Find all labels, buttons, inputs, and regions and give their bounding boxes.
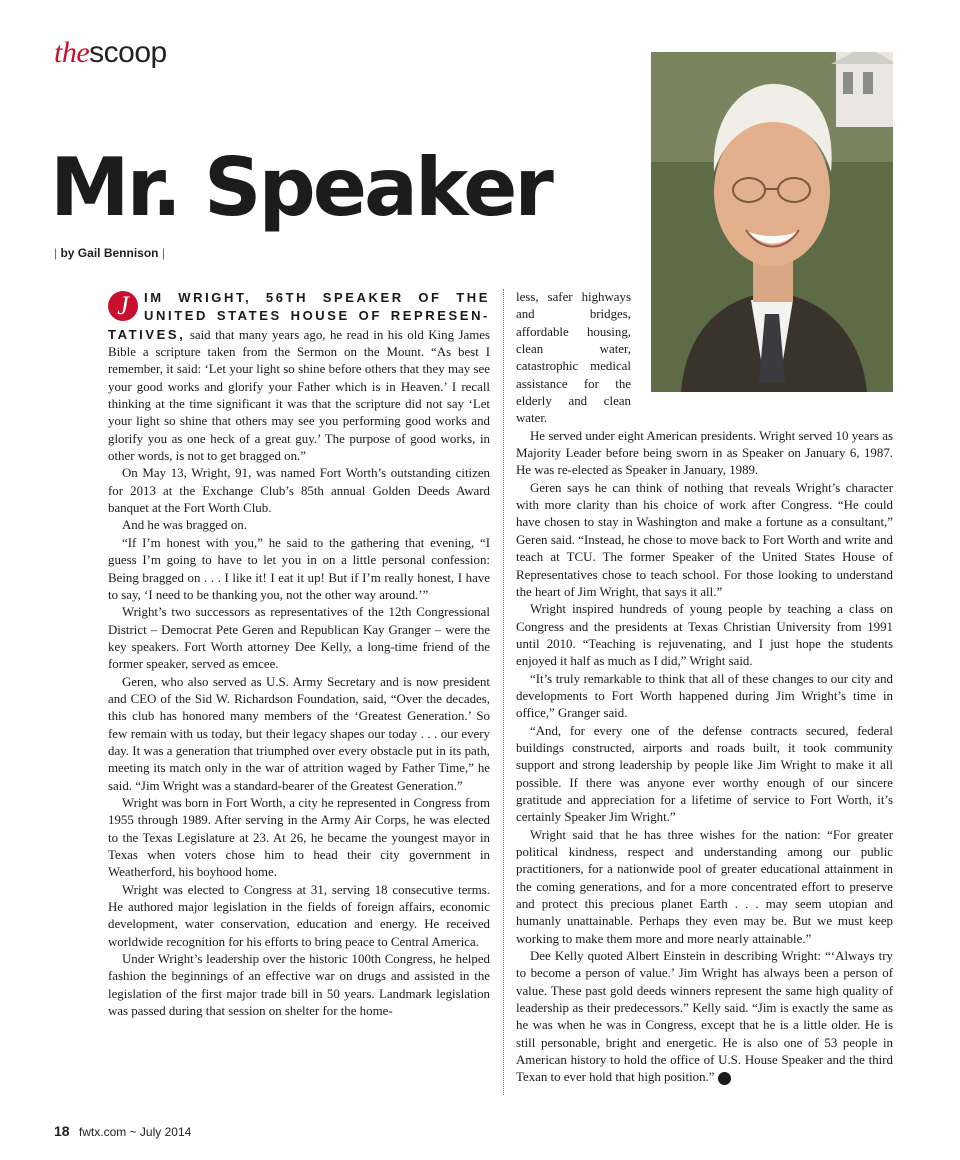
article-column-2 bbox=[516, 289, 893, 1087]
paragraph: Wright was elected to Congress at 31, serving 18 consecutive terms. He authored major legislation in the fields of foreign affairs, economic development, water conservation, education and energy. He received worldwide recognition for his efforts to bring peace to Central America. bbox=[108, 882, 490, 949]
paragraph-continued: less, safer highways and bridges, affordable housing, clean water, catastrophic medical assistance for the elderly and clean water. bbox=[516, 290, 631, 426]
paragraph: On May 13, Wright, 91, was named Fort Worth’s outstanding citizen for 2013 at the Exchange Club’s 85th annual Golden Deeds Award banquet at the Fort Worth Club. bbox=[108, 466, 490, 516]
paragraph: And he was bragged on. bbox=[122, 518, 247, 533]
page-footer bbox=[54, 1123, 191, 1139]
headline: Mr. Speaker bbox=[50, 141, 551, 234]
final-paragraph-text: Dee Kelly quoted Albert Einstein in describing Wright: “‘Always try to become a person of value.’ Jim Wright has always been a person of value. These past gold deeds winners represent the same high quality of leadership as their predecessors.” Kelly said. “Jim is exactly the same as he was when he was in Congress, except that he is a little older. He is still personable, bright and energetic. He is also one of 53 people in American history to hold the office of U.S. House Speaker and the third Texan to ever hold that high position.” bbox=[516, 949, 893, 1085]
byline bbox=[54, 246, 165, 260]
paragraph: “And, for every one of the defense contracts secured, federal buildings constructed, airports and roads built, it took community support and strong leadership by people like Jim Wright to make it all possible. If there was anyone ever worthy enough of our sincere gratitude and appreciation for a lifetime of service to Fort Worth, it’s certainly Speaker Jim Wright.” bbox=[516, 723, 893, 825]
end-mark-icon: fw bbox=[718, 1072, 731, 1085]
paragraph: He served under eight American presidents. Wright served 10 years as Majority Leader before being sworn in as Speaker on January 6, 1987. He was re-elected as Speaker in January, 1989. bbox=[516, 428, 893, 478]
page-number: 18 bbox=[54, 1123, 70, 1139]
paragraph: Wright was born in Fort Worth, a city he represented in Congress from 1955 through 1989. After serving in the Army Air Corps, he was elected to the Texas Legislature at 23. At 26, he became the youngest mayor in Texas when voters chose him to head their city government in Weatherford, his boyhood home. bbox=[108, 795, 490, 880]
lead-caps: IM WRIGHT, 56TH SPEAKER OF THE UNITED STATES HOUSE OF REPRESEN-TATIVES, bbox=[108, 290, 490, 342]
section-label-scoop: scoop bbox=[89, 36, 167, 69]
section-label-the: the bbox=[54, 36, 90, 69]
paragraph: “It’s truly remarkable to think that all of these changes to our city and developments to Fort Worth happened during Jim Wright’s time in office,” Granger said. bbox=[516, 671, 893, 721]
paragraph: Geren, who also served as U.S. Army Secretary and is now president and CEO of the Sid W. Richardson Foundation, said, “Over the decades, this club has honored many members of the ‘Greatest Generation.’ So few remain with us today, but their legacy shapes our today . . . our every day. It was a generation that triumphed over every obstacle put in its path, meeting its match only in the war of attrition waged by Father Time,” he said. “Jim Wright was a standard-bearer of the Greatest Generation.” bbox=[108, 674, 490, 793]
article-column-1 bbox=[108, 289, 490, 1020]
byline-sep-right: | bbox=[161, 246, 165, 260]
byline-sep-left: | bbox=[54, 246, 58, 260]
paragraph: Under Wright’s leadership over the historic 100th Congress, he helped fashion the beginnings of an effective war on drugs and assisted in the legislation of the first major trade bill in 50 years. Landmark legislation was passed during that session on shelter for the home- bbox=[108, 952, 490, 1019]
column-divider bbox=[503, 289, 504, 1095]
drop-cap: J bbox=[108, 291, 138, 321]
lead-text: said that many years ago, he read in his old King James Bible a scripture taken from the Sermon on the Mount. “As best I remember, it said: ‘Let your light so shine before others that they may see your good works and glorify your Father which is in Heaven.’ I recall thinking at the time significant it was that the scripture did not say ‘Let your light so shine that others may see you performing good works and glorify you as one heck of a great guy.’ The purpose of good works, in other words, is not to get bragged on.” bbox=[108, 327, 490, 464]
section-label bbox=[54, 38, 167, 68]
lead-paragraph bbox=[108, 289, 490, 465]
paragraph: Geren says he can think of nothing that reveals Wright’s character with more clarity than his choice of work after Congress. “He could have chosen to stay in Washington and make a fortune as a consultant,” Geren said. “Instead, he chose to move back to Fort Worth and write and teach at TCU. The former Speaker of the United States House of Representatives chose to teach school. For those looking to understand the heart of Jim Wright, that says it all.” bbox=[516, 480, 893, 599]
paragraph: “If I’m honest with you,” he said to the gathering that evening, “I guess I’m going to have to let you in on a little personal confession: Being bragged on . . . I like it! I eat it up! But if I’m really honest, I have to say, ‘I need to be thanking you, not the other way around.’” bbox=[108, 535, 490, 602]
paragraph: Wright’s two successors as representatives of the 12th Congressional District – Democrat Pete Geren and Republican Kay Granger – were the key speakers. Fort Worth attorney Dee Kelly, a long-time friend of the former speaker, served as emcee. bbox=[108, 605, 490, 672]
byline-author: by Gail Bennison bbox=[60, 246, 159, 260]
paragraph: Wright inspired hundreds of young people by teaching a class on Congress and the presidents at Texas Christian University from 1991 until 2010. “Teaching is rejuvenating, and I just hope the students enjoyed it half as much as I did,” Wright said. bbox=[516, 602, 893, 669]
paragraph: Wright said that he has three wishes for the nation: “For greater political kindness, respect and understanding among our public practitioners, for a nationwide pool of greater educational attainment in the coming generations, and for a more concentrated effort to preserve and protect this precious planet Earth . . . may seem utopian and humanly unattainable. Perhaps they even may be. But we must keep working to make them more and more nearly attainable.” bbox=[516, 827, 893, 946]
final-paragraph bbox=[516, 948, 893, 1087]
footer-text: fwtx.com ~ July 2014 bbox=[78, 1125, 192, 1139]
